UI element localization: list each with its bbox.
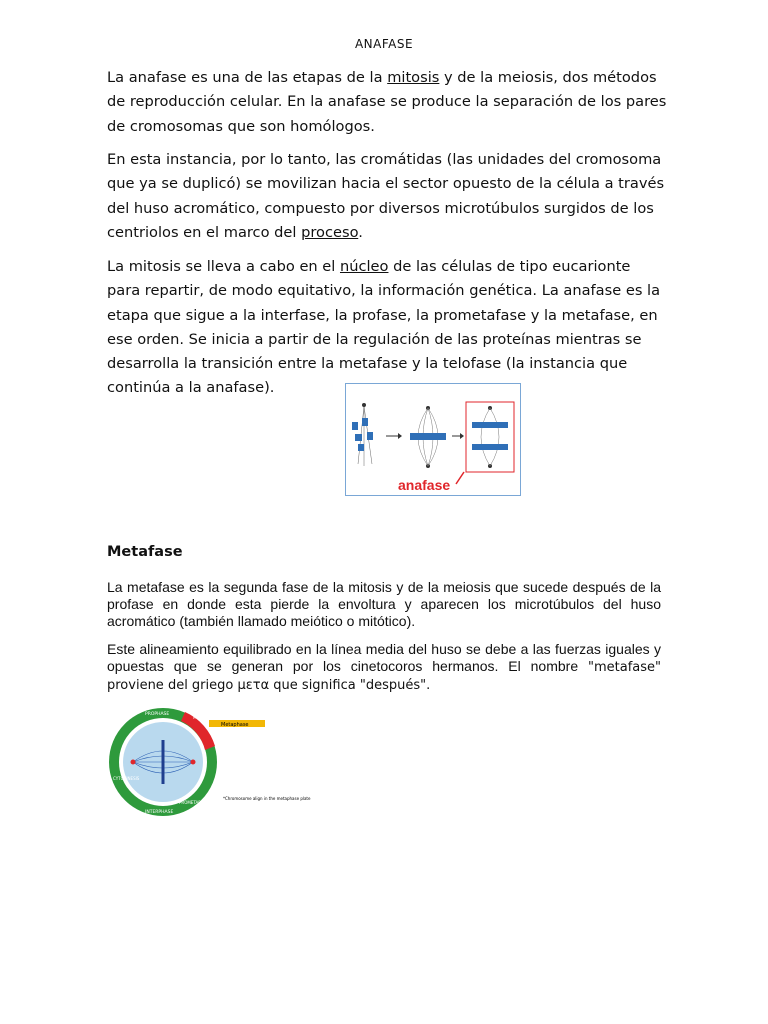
anafase-paragraph-2 [107, 148, 667, 245]
text-segment: y de la meiosis, dos métodos de reproducción celular. En la anafase se produce la separación de los pares de cromosomas que son homólogos. [107, 69, 667, 135]
arrow-icon [386, 433, 402, 439]
metaphase-cell-icon [410, 406, 446, 468]
ring-label-bottom: INTERPHASE [145, 810, 174, 815]
cell-cycle-illustration [105, 700, 311, 822]
metafase-paragraph-1: La metafase es la segunda fase de la mitosis y de la meiosis que sucede después de la profase en donde esta pierde la envoltura y aparecen los microtúbulos del huso acromático (también llamado meiótico o mitótico). [107, 579, 661, 629]
pointer-line [456, 472, 464, 484]
text-segment: "metafase" proviene del griego μετα que significa "después". [107, 660, 661, 693]
text-segment: En esta instancia, por lo tanto, las cromátidas (las unidades del cromosoma que ya se duplicó) se movilizan hacia el sector opuesto de la célula a través del huso acromático, compuesto por diversos microtúbulos surgidos de los centriolos en el marco del [107, 151, 665, 241]
ring-label-top: PROPHASE [145, 712, 170, 717]
mitosis-link[interactable]: mitosis [387, 69, 440, 86]
anafase-diagram [345, 383, 521, 496]
text-segment: La anafase es una de las etapas de la [107, 69, 388, 86]
text-segment: La mitosis se lleva a cabo en el [107, 258, 340, 275]
nucleo-link[interactable]: núcleo [339, 258, 389, 275]
ring-label-left: CYTOKINESIS [113, 776, 140, 781]
metaphase-cycle-diagram [105, 700, 311, 822]
ring-label-mitosis: MITOSIS [193, 715, 210, 720]
page-title: ANAFASE [354, 37, 414, 51]
figure-caption: *Chromosome align in the metaphase plate [223, 796, 311, 801]
text-segment: de las células de tipo eucarionte para repartir, de modo equitativo, la información genética. La anafase es la etapa que sigue a la interfase, la profase, la prometafase y la metafase, en ese orden. Se inicia a partir de la regulación de las proteínas mientras se desarrolla la transición entre la metafase y la telofase (la instancia que continúa a la anafase). [107, 258, 661, 397]
anaphase-cell-icon [466, 402, 514, 472]
metafase-paragraph-2 [107, 641, 661, 694]
prophase-cell-icon [352, 403, 373, 466]
anafase-paragraph-1 [107, 66, 667, 139]
arrow-icon [452, 433, 464, 439]
proceso-link[interactable]: proceso [301, 223, 359, 241]
text-segment: Este alineamiento equilibrado en la línea media del huso se debe a las fuerzas iguales y opuestas que se generan por los cinetocoros hermanos. El nombre [107, 641, 661, 674]
anafase-label: anafase [398, 477, 451, 493]
text-segment: . [358, 223, 363, 241]
metafase-heading: Metafase [107, 544, 183, 560]
mitosis-stages-illustration [346, 384, 520, 495]
anafase-paragraph-3 [107, 255, 667, 401]
ring-label-right: PROMETAPHASE [179, 800, 212, 805]
metaphase-tag-label: Metaphase [221, 722, 249, 728]
